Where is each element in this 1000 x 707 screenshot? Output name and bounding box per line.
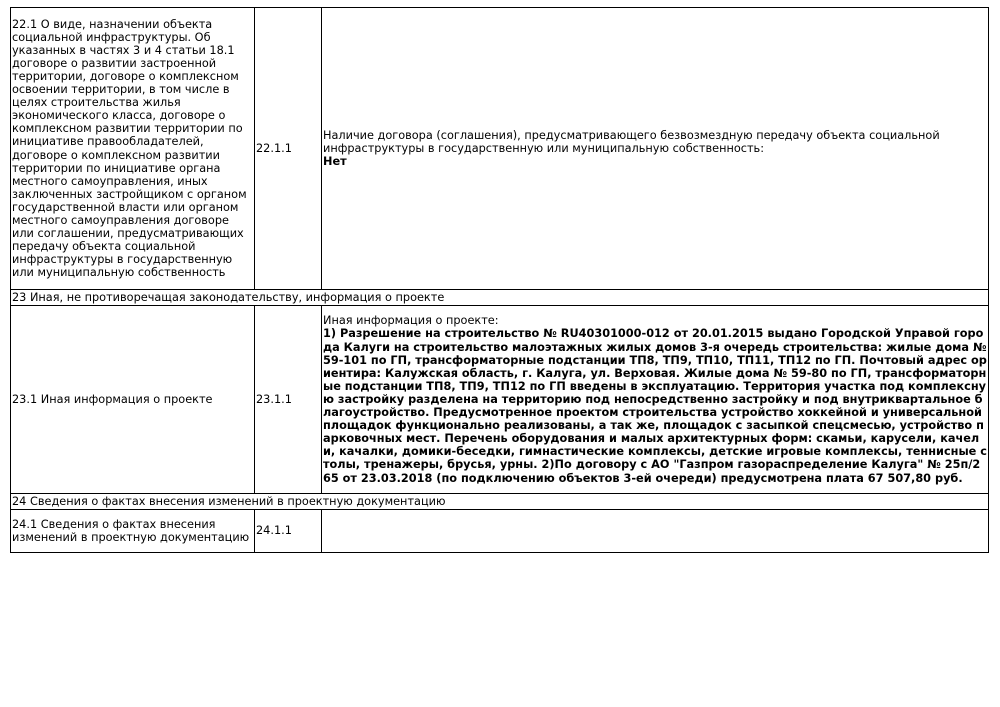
project-declaration-table [10, 7, 989, 553]
field-value: 1) Разрешение на строительство № RU40301000-012 от 20.01.2015 выдано Городской Управой города Калуги на строительство малоэтажных жилых домов 3-я очередь строительства: жилые дома № 59-101 по ГП, трансформаторные подстанции ТП8, ТП9, ТП10, ТП11, ТП12 по ГП. Почтовый адрес ориентира: Калужская область, г. Калуга, ул. Верховая. Жилые дома № 59-80 по ГП, трансформаторные подстанции ТП8, ТП9, ТП12 по ГП введены в эксплуатацию. Территория участка под комплексную застройку разделена на территорию под непосредственно застройку и под внутриквартальное благоустройство. Предусмотренное проектом строительства устройство хоккейной и универсальной площадок функционально реализованы, а так же, площадок с засыпкой спецсмесью, устройство парковочных мест. Перечень оборудования и малых архитектурных форм: скамьи, карусели, качели, качалки, домики-беседки, гимнастические комплексы, детские игровые комплексы, теннисные столы, тренажеры, брусья, урны. 2)По договору с АО "Газпром газораспределение Калуга" № 25п/265 от 23.03.2018 (по подключению объектов 3-ей очереди) предусмотрена плата 67 507,80 руб. [323, 327, 987, 485]
table-row [11, 510, 989, 553]
field-label: Иная информация о проекте: [323, 314, 499, 328]
section-row [11, 494, 989, 510]
section-row [11, 290, 989, 306]
row-content-22-1-1 [322, 8, 989, 290]
section-heading-24: 24 Сведения о фактах внесения изменений в проектную документацию [11, 494, 989, 510]
field-label: Наличие договора (соглашения), предусматривающего безвозмездную передачу объекта социальной инфраструктуры в государственную или муниципальную собственность: [323, 128, 940, 155]
row-content-23-1-1 [322, 306, 989, 494]
row-title-22-1: 22.1 О виде, назначении объекта социальной инфраструктуры. Об указанных в частях 3 и 4 статьи 18.1 договоре о развитии застроенной территории, договоре о комплексном освоении территории, в том числе в целях строительства жилья экономического класса, договоре о комплексном развитии территории по инициативе правообладателей, договоре о комплексном развитии территории по инициативе органа местного самоуправления, иных заключенных застройщиком с органом государственной власти или органом местного самоуправления договоре или соглашении, предусматривающих передачу объекта социальной инфраструктуры в государственную или муниципальную собственность [11, 8, 255, 290]
row-code-24-1-1: 24.1.1 [255, 510, 322, 553]
row-content-24-1-1 [322, 510, 989, 553]
table-row [11, 306, 989, 494]
document-page [10, 7, 989, 553]
table-row [11, 8, 989, 290]
row-code-23-1-1: 23.1.1 [255, 306, 322, 494]
section-heading-23: 23 Иная, не противоречащая законодательству, информация о проекте [11, 290, 989, 306]
field-value: Нет [323, 155, 347, 169]
row-title-23-1: 23.1 Иная информация о проекте [11, 306, 255, 494]
row-code-22-1-1: 22.1.1 [255, 8, 322, 290]
row-title-24-1: 24.1 Сведения о фактах внесения изменений в проектную документацию [11, 510, 255, 553]
